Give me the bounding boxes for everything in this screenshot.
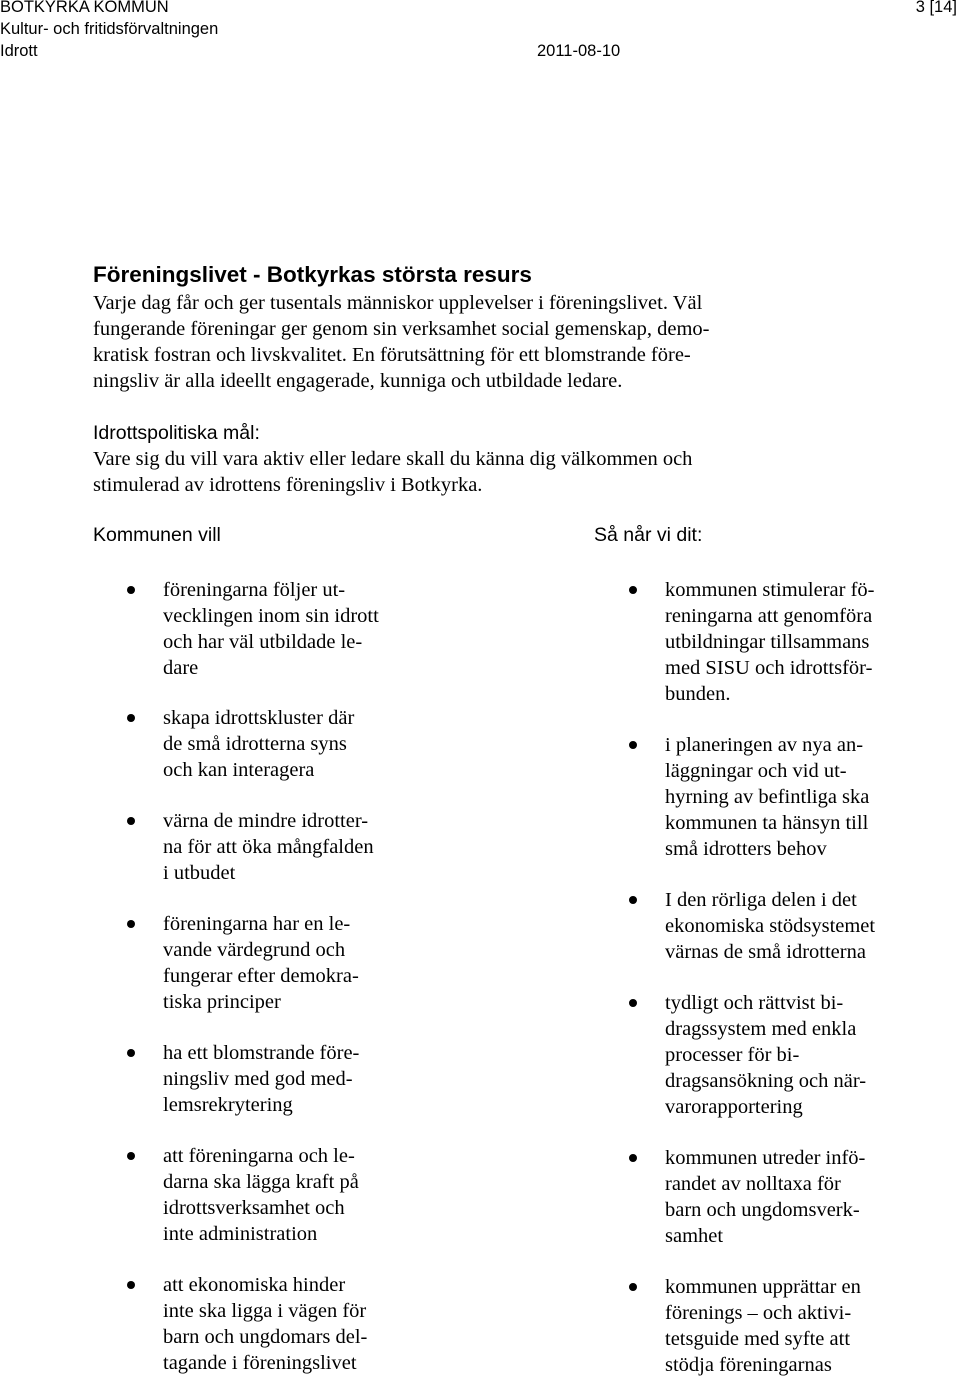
goals-paragraph xyxy=(93,446,692,498)
list-item-line: med SISU och idrottsför- xyxy=(665,657,873,679)
list-item xyxy=(665,577,875,707)
list-item-line: och kan interagera xyxy=(163,759,315,781)
list-item xyxy=(163,911,379,1015)
bullet-icon xyxy=(127,714,135,722)
list-item-line: tydligt och rättvist bi- xyxy=(665,992,844,1014)
list-item-line: inte administration xyxy=(163,1223,318,1245)
list-item xyxy=(163,577,379,681)
bullet-icon xyxy=(629,896,637,904)
list-item-line: dragsansökning och när- xyxy=(665,1070,867,1092)
list-item-line: att ekonomiska hinder xyxy=(163,1274,346,1296)
intro-line: ningsliv är alla ideellt engagerade, kunniga och utbildade ledare. xyxy=(93,370,623,392)
list-item-line: tagande i föreningslivet xyxy=(163,1352,357,1374)
list-item-line: inte ska ligga i vägen för xyxy=(163,1300,367,1322)
header-area: Idrott xyxy=(0,42,38,60)
list-item-line: bunden. xyxy=(665,683,731,705)
list-item-line: de små idrotterna syns xyxy=(163,733,347,755)
list-item-line: läggningar och vid ut- xyxy=(665,760,847,782)
list-item-line: idrottsverksamhet och xyxy=(163,1197,345,1219)
list-item-line: föreningarna har en le- xyxy=(163,913,351,935)
list-item-line: i utbudet xyxy=(163,862,236,884)
list-item-line: värnas de små idrotterna xyxy=(665,941,866,963)
bullet-icon xyxy=(127,920,135,928)
bullet-icon xyxy=(127,1281,135,1289)
goals-line: Vare sig du vill vara aktiv eller ledare skall du känna dig välkommen och xyxy=(93,448,693,470)
list-item-line: kommunen ta hänsyn till xyxy=(665,812,869,834)
bullet-icon xyxy=(127,817,135,825)
list-item-line: lemsrekrytering xyxy=(163,1094,293,1116)
list-item-line: samhet xyxy=(665,1225,724,1247)
intro-line: fungerande föreningar ger genom sin verksamhet social gemenskap, demo- xyxy=(93,318,710,340)
list-item-line: skapa idrottskluster där xyxy=(163,707,355,729)
bullet-icon xyxy=(629,1154,637,1162)
list-item xyxy=(163,1040,379,1118)
header-org: BOTKYRKA KOMMUN xyxy=(0,0,169,16)
list-item-line: barn och ungdomars del- xyxy=(163,1326,368,1348)
bullet-icon xyxy=(629,586,637,594)
list-item-line: ha ett blomstrande före- xyxy=(163,1042,360,1064)
list-item-line: hyrning av befintliga ska xyxy=(665,786,870,808)
bullet-icon xyxy=(629,1283,637,1291)
list-item-line: ningsliv med god med- xyxy=(163,1068,353,1090)
left-column-list xyxy=(163,577,379,1376)
list-item-line: fungerar efter demokra- xyxy=(163,965,359,987)
bullet-icon xyxy=(127,586,135,594)
list-item-line: föreningarna följer ut- xyxy=(163,579,346,601)
list-item-line: I den rörliga delen i det xyxy=(665,889,857,911)
left-column-heading: Kommunen vill xyxy=(93,524,221,546)
intro-paragraph xyxy=(93,290,710,394)
list-item-line: randet av nolltaxa för xyxy=(665,1173,841,1195)
list-item xyxy=(665,732,875,862)
list-item xyxy=(163,705,379,783)
list-item-line: små idrotters behov xyxy=(665,838,827,860)
list-item-line: värna de mindre idrotter- xyxy=(163,810,369,832)
list-item xyxy=(163,1272,379,1376)
list-item-line: na för att öka mångfalden xyxy=(163,836,374,858)
bullet-icon xyxy=(629,741,637,749)
list-item-line: att föreningarna och le- xyxy=(163,1145,355,1167)
intro-line: kratisk fostran och livskvalitet. En förutsättning för ett blomstrande före- xyxy=(93,344,691,366)
list-item-line: ekonomiska stödsystemet xyxy=(665,915,876,937)
bullet-icon xyxy=(127,1049,135,1057)
list-item xyxy=(665,990,875,1120)
list-item-line: utbildningar tillsammans xyxy=(665,631,870,653)
list-item-line: tetsguide med syfte att xyxy=(665,1328,851,1350)
right-column-list xyxy=(665,577,875,1378)
goals-heading: Idrottspolitiska mål: xyxy=(93,422,260,444)
list-item-line: reningarna att genomföra xyxy=(665,605,873,627)
section-title: Föreningslivet - Botkyrkas största resurs xyxy=(93,262,532,287)
list-item-line: vecklingen inom sin idrott xyxy=(163,605,379,627)
page-number: 3 [14] xyxy=(915,0,957,16)
list-item-line: vande värdegrund och xyxy=(163,939,346,961)
list-item-line: stödja föreningarnas xyxy=(665,1354,832,1376)
header-date: 2011-08-10 xyxy=(537,42,621,60)
list-item-line: förenings – och aktivi- xyxy=(665,1302,852,1324)
list-item-line: och har väl utbildade le- xyxy=(163,631,363,653)
bullet-icon xyxy=(629,999,637,1007)
list-item xyxy=(163,1143,379,1247)
list-item-line: kommunen utreder infö- xyxy=(665,1147,866,1169)
list-item-line: varorapportering xyxy=(665,1096,803,1118)
list-item xyxy=(665,887,875,965)
list-item xyxy=(665,1274,875,1378)
intro-line: Varje dag får och ger tusentals människor upplevelser i föreningslivet. Väl xyxy=(93,292,703,314)
list-item-line: i planeringen av nya an- xyxy=(665,734,864,756)
list-item-line: processer för bi- xyxy=(665,1044,800,1066)
list-item-line: dragssystem med enkla xyxy=(665,1018,857,1040)
list-item-line: kommunen upprättar en xyxy=(665,1276,861,1298)
list-item-line: barn och ungdomsverk- xyxy=(665,1199,860,1221)
list-item xyxy=(665,1145,875,1249)
bullet-icon xyxy=(127,1152,135,1160)
list-item-line: darna ska lägga kraft på xyxy=(163,1171,359,1193)
list-item-line: kommunen stimulerar fö- xyxy=(665,579,875,601)
list-item xyxy=(163,808,379,886)
right-column-heading: Så når vi dit: xyxy=(594,524,703,546)
list-item-line: dare xyxy=(163,657,199,679)
goals-line: stimulerad av idrottens föreningsliv i Botkyrka. xyxy=(93,474,483,496)
header-dept: Kultur- och fritidsförvaltningen xyxy=(0,20,219,38)
list-item-line: tiska principer xyxy=(163,991,281,1013)
